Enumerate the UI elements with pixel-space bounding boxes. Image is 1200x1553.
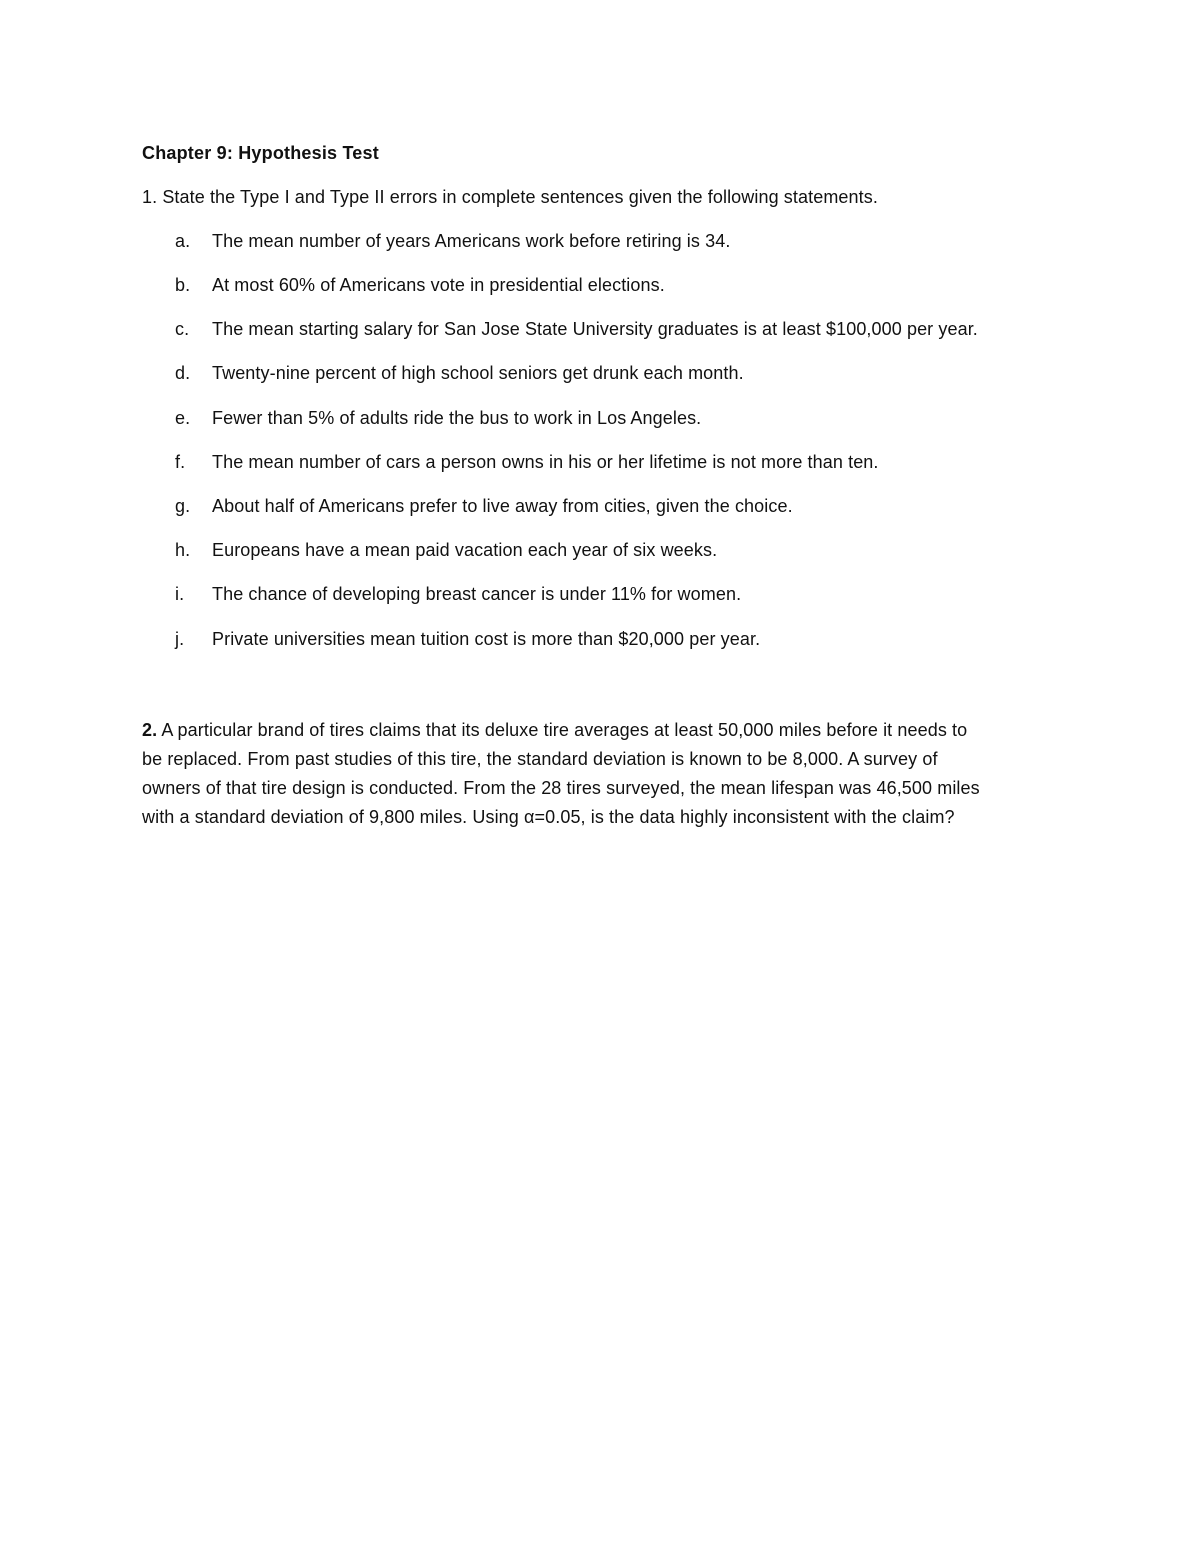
list-item-letter: e. bbox=[175, 408, 191, 428]
question-2-number: 2. bbox=[142, 720, 158, 740]
list-item-text: At most 60% of Americans vote in presidential elections. bbox=[212, 275, 665, 295]
list-item-text: Europeans have a mean paid vacation each year of six weeks. bbox=[212, 540, 718, 560]
list-item-letter: j. bbox=[175, 629, 185, 649]
list-item-text: Fewer than 5% of adults ride the bus to work in Los Angeles. bbox=[212, 408, 702, 428]
list-item-letter: a. bbox=[175, 231, 191, 251]
list-item-text: Private universities mean tuition cost is more than $20,000 per year. bbox=[212, 629, 761, 649]
page-title: Chapter 9: Hypothesis Test bbox=[142, 143, 379, 163]
list-item-text: About half of Americans prefer to live away from cities, given the choice. bbox=[212, 496, 793, 516]
question-2-paragraph bbox=[142, 716, 1062, 832]
list-item-letter: g. bbox=[175, 496, 191, 516]
list-item-letter: h. bbox=[175, 540, 191, 560]
list-item-text: Twenty-nine percent of high school seniors get drunk each month. bbox=[212, 363, 744, 383]
list-item-letter: f. bbox=[175, 452, 186, 472]
question-2-line: be replaced. From past studies of this tire, the standard deviation is known to be 8,000. A survey of bbox=[142, 749, 938, 769]
list-item-text: The chance of developing breast cancer is under 11% for women. bbox=[212, 584, 742, 604]
list-item-letter: c. bbox=[175, 319, 190, 339]
list-item-letter: b. bbox=[175, 275, 191, 295]
list-item-text: The mean number of years Americans work before retiring is 34. bbox=[212, 231, 731, 251]
question-2-line: with a standard deviation of 9,800 miles. Using α=0.05, is the data highly inconsistent with the claim? bbox=[142, 807, 955, 827]
list-item-text: The mean starting salary for San Jose State University graduates is at least $100,000 per year. bbox=[212, 319, 978, 339]
question-1-prompt: 1. State the Type I and Type II errors in complete sentences given the following statements. bbox=[142, 187, 878, 207]
list-item-letter: d. bbox=[175, 363, 191, 383]
question-2-line bbox=[142, 716, 1062, 745]
list-item-text: The mean number of cars a person owns in his or her lifetime is not more than ten. bbox=[212, 452, 879, 472]
question-2-line: owners of that tire design is conducted. From the 28 tires surveyed, the mean lifespan was 46,500 miles bbox=[142, 778, 980, 798]
question-2-line-text: A particular brand of tires claims that its deluxe tire averages at least 50,000 miles before it needs to bbox=[157, 720, 968, 740]
list-item-letter: i. bbox=[175, 584, 185, 604]
